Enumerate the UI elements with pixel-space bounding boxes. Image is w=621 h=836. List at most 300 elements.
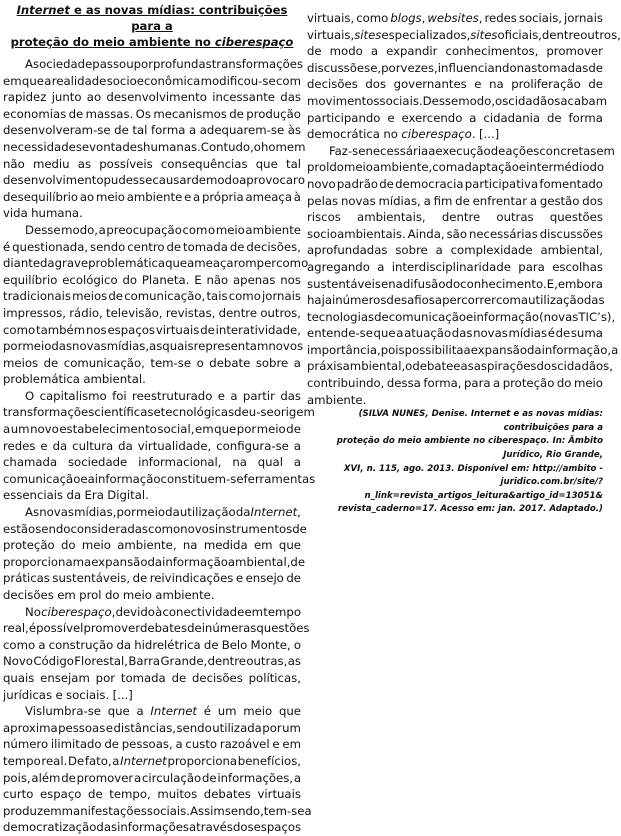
word (233, 819, 254, 836)
word (108, 288, 123, 305)
word (442, 209, 480, 226)
word (195, 421, 214, 438)
word-part: de (104, 737, 119, 752)
word (183, 537, 198, 554)
word-part: promover (83, 621, 141, 636)
word (470, 27, 497, 44)
word (394, 76, 467, 93)
word (184, 189, 191, 206)
word (30, 421, 59, 438)
word-part: jurídicas (3, 687, 53, 702)
word-part: constituem-se (160, 471, 244, 486)
word-part: oficiais, (497, 27, 542, 42)
text-line (3, 653, 301, 670)
word (343, 358, 406, 375)
word-part: as (149, 339, 163, 354)
word (112, 753, 119, 770)
italic-term: Internet (250, 505, 298, 520)
text-line (307, 392, 603, 409)
text-line (307, 342, 619, 359)
word (67, 487, 82, 504)
word (166, 239, 181, 256)
word (151, 122, 185, 139)
word (423, 375, 461, 392)
word (57, 587, 76, 604)
word-part: a (175, 737, 183, 752)
word-part: como (3, 637, 36, 652)
word-part: sobre (255, 355, 289, 370)
word (212, 720, 262, 737)
word-part: meio (343, 160, 373, 175)
word (452, 325, 473, 342)
text-line (3, 687, 301, 704)
word-part: a (493, 376, 501, 391)
word-part: forma (150, 123, 186, 138)
word (212, 89, 275, 106)
word (479, 126, 499, 143)
word (374, 309, 389, 326)
word (3, 421, 10, 438)
word-part: ao (79, 189, 95, 204)
word (25, 56, 33, 73)
word (473, 309, 539, 326)
word-part: redes (3, 438, 36, 453)
word-part: realidade (51, 73, 107, 88)
text-line (3, 554, 306, 571)
word (116, 637, 131, 654)
word (307, 176, 336, 193)
word (155, 604, 162, 621)
word-part: contribuindo, (307, 376, 385, 391)
word-part: da (165, 505, 180, 520)
word (150, 570, 234, 587)
word-part: aspirações (473, 359, 537, 374)
word-part: pois (380, 342, 405, 357)
word-part: (novas (539, 309, 579, 324)
word (386, 43, 437, 60)
word-part: haja (307, 293, 332, 308)
word-part: e (466, 309, 474, 324)
italic-term: blogs (390, 11, 422, 25)
word (432, 159, 457, 176)
word-part: estão (3, 521, 36, 536)
word (547, 110, 562, 127)
word-part: a (370, 44, 379, 59)
word (25, 222, 61, 239)
word (33, 156, 70, 173)
word-part: benefícios, (237, 753, 301, 768)
word (557, 358, 613, 375)
word-part: comunicação (3, 471, 81, 486)
text-line (3, 388, 301, 405)
text-line (3, 73, 301, 90)
word (191, 172, 206, 189)
word-part: e (453, 359, 461, 374)
word (489, 76, 504, 93)
word (244, 604, 263, 621)
reference-line: XVI, n. 115, ago. 2013. Disponível em: http://ambito - (343, 463, 603, 474)
word (356, 10, 388, 27)
word (88, 786, 103, 803)
word-part: promover (546, 44, 603, 59)
word (329, 143, 365, 160)
word-part: tem-se (263, 803, 305, 818)
word (216, 222, 245, 239)
word (99, 156, 152, 173)
word-part: desequilíbrio (3, 189, 79, 204)
word (509, 325, 548, 342)
word-part: conhecimento. (460, 276, 547, 291)
word-part: a (611, 342, 619, 357)
word (435, 292, 442, 309)
word (3, 89, 46, 106)
word (464, 342, 471, 359)
word (161, 156, 248, 173)
word (511, 76, 581, 93)
italic-term: sites (354, 27, 382, 42)
word (580, 27, 621, 44)
word-part: especializados, (381, 27, 471, 42)
word-part: produzem (3, 803, 62, 818)
word (243, 703, 272, 720)
word (3, 637, 35, 654)
word-part: , (297, 505, 301, 520)
word-part: forma, (423, 376, 462, 391)
word-part: são (446, 226, 467, 241)
text-line (3, 471, 316, 488)
word-part: do (122, 272, 138, 287)
word-part: provocar (246, 173, 298, 188)
word (215, 521, 292, 538)
word-part: de (114, 123, 129, 138)
word (204, 637, 219, 654)
word-part: Ainda, (407, 226, 445, 241)
word-part: os (495, 93, 509, 108)
word (55, 687, 62, 704)
word (496, 209, 533, 226)
word (214, 421, 236, 438)
word (246, 106, 301, 123)
word-part: dentre (218, 305, 258, 320)
word-part: interatividade, (215, 322, 301, 337)
word (218, 388, 225, 405)
word-part: Desse (25, 222, 61, 237)
italic-term: Internet (150, 704, 198, 719)
word (104, 736, 119, 753)
word (189, 819, 233, 836)
word-part: ameaça (245, 189, 292, 204)
word (52, 73, 107, 90)
word-part: de (132, 571, 148, 586)
text-line (307, 358, 613, 375)
word-part: Vislumbra-se (25, 704, 101, 719)
word-part: tais (206, 289, 228, 304)
word-part: das (96, 820, 118, 835)
word-part: das (583, 293, 605, 308)
word-part: de (307, 44, 322, 59)
word-part: [...] (112, 687, 133, 702)
word (286, 156, 301, 173)
word (458, 93, 495, 110)
word (539, 143, 596, 160)
word (474, 358, 537, 375)
word-part: meio (122, 588, 152, 602)
word (202, 189, 244, 206)
word (3, 73, 22, 90)
word (3, 554, 84, 571)
word-part: a (98, 222, 106, 237)
word-part: novo (307, 176, 336, 191)
word-part: em (3, 73, 22, 88)
word-part: as (460, 359, 474, 374)
word (387, 110, 394, 127)
word-part: sendo (35, 521, 71, 536)
word (68, 454, 127, 471)
word-part: real, (3, 621, 29, 636)
word-part: acabam (560, 93, 608, 108)
word (72, 338, 107, 355)
word (412, 358, 453, 375)
word (377, 259, 384, 276)
word (405, 342, 464, 359)
word (387, 375, 421, 392)
word-part: utilização (528, 293, 584, 308)
word-part: expansão (470, 342, 527, 357)
word-part: da (52, 438, 68, 453)
word (344, 159, 373, 176)
word (206, 288, 227, 305)
word-part: foi (112, 388, 127, 403)
word-part: Florestal, (74, 654, 128, 669)
word-part: jornais (564, 11, 603, 25)
word (261, 139, 306, 156)
word (94, 404, 153, 421)
word-part: e (235, 571, 244, 586)
text-line (3, 803, 312, 820)
title-line-1-text: e as novas mídias: contribuições para a (69, 3, 288, 33)
text-line (3, 570, 301, 587)
word (379, 176, 394, 193)
text-line (307, 276, 603, 293)
word (36, 322, 85, 339)
italic-term: sites (470, 27, 498, 42)
word (304, 803, 311, 820)
word-part: a (435, 243, 443, 258)
text-line (3, 156, 301, 173)
word-part: O (25, 388, 35, 403)
word-part: e (518, 160, 527, 175)
word-part: ações (505, 143, 540, 158)
word (105, 587, 120, 604)
word (74, 653, 128, 670)
reference-line: juridico.com.br/site/?n_link=revista_artigos_leitura&artigo_id=13051& (364, 477, 603, 501)
word-part: meio (215, 222, 245, 237)
word-part: incessante (212, 90, 275, 105)
word-part: conectividade (162, 604, 245, 619)
word (307, 27, 354, 44)
word (466, 309, 473, 326)
word (212, 56, 303, 73)
word (220, 736, 270, 753)
word-part: proteção (3, 538, 55, 553)
word-part: promover (76, 770, 134, 785)
word (120, 753, 167, 770)
word-part: de (455, 193, 470, 208)
word (381, 342, 405, 359)
word (395, 242, 427, 259)
word-part: de (187, 621, 202, 636)
word-part: a (134, 770, 142, 785)
word-part: a (377, 259, 385, 274)
word-part: a (423, 193, 431, 208)
word-part: meio (81, 538, 111, 553)
word (307, 392, 366, 409)
word-part: outras, (246, 654, 288, 669)
word (160, 653, 207, 670)
word (106, 222, 181, 239)
word-part: participativa (464, 176, 539, 191)
word-part: ensejo (245, 571, 284, 586)
word-part: pelas (307, 193, 339, 208)
word-part: modificou-se (200, 73, 276, 88)
word-part: com (432, 160, 458, 175)
word-part: de (201, 770, 217, 785)
word-part: da (527, 342, 542, 357)
word (156, 322, 199, 339)
word (435, 143, 490, 160)
text-line (3, 322, 301, 339)
word (200, 122, 284, 139)
article-title (3, 2, 301, 50)
word (257, 421, 286, 438)
text-line (3, 89, 301, 106)
word-part: modo, (61, 222, 98, 237)
word-part: Novo (3, 654, 33, 669)
word (152, 172, 191, 189)
word (493, 375, 500, 392)
word-part: conhecimentos, (445, 44, 539, 59)
word (3, 205, 28, 222)
word-part: nos (280, 272, 301, 287)
word-part: capitalismo (39, 388, 107, 403)
word-part: cidadãos, (557, 359, 613, 374)
word-part: a (239, 173, 247, 188)
word-part: essenciais (3, 488, 64, 503)
word (3, 404, 94, 421)
word-part: dos (365, 77, 387, 92)
word (175, 736, 182, 753)
word-part: e (105, 720, 113, 735)
word-part: de (286, 422, 301, 437)
word-part: televisão, (106, 305, 163, 320)
word-part: revistas, (165, 305, 216, 320)
word-part: diante (3, 256, 41, 271)
word-part: rádio, (69, 305, 103, 320)
word (246, 570, 284, 587)
word-part: cultura (72, 438, 114, 453)
word (136, 106, 151, 123)
word (204, 537, 248, 554)
word-part: de (588, 77, 603, 92)
word-part: e (153, 405, 161, 420)
word (307, 193, 338, 210)
word (404, 325, 451, 342)
word (109, 786, 150, 803)
text-line (307, 226, 603, 243)
text-line (3, 620, 310, 637)
word (574, 375, 603, 392)
word (3, 139, 82, 156)
word-part: científicas (94, 405, 154, 420)
text-line (3, 106, 301, 123)
word-part: e (55, 687, 63, 702)
text-line (307, 242, 603, 259)
word (3, 687, 52, 704)
word (276, 73, 301, 90)
word (3, 338, 22, 355)
word (40, 255, 55, 272)
word (3, 255, 40, 272)
word (365, 143, 428, 160)
word-part: comunicação, (124, 289, 206, 304)
word-part: ilimitado (50, 737, 102, 752)
word (611, 342, 618, 359)
word (288, 122, 301, 139)
word (401, 60, 438, 77)
word (106, 720, 113, 737)
word-part: o (293, 637, 301, 652)
word-part: é (203, 704, 211, 719)
left-body-text (3, 56, 316, 836)
word (3, 355, 38, 372)
word-part: meio (243, 704, 273, 719)
word (388, 276, 403, 293)
word-part: equilíbrio (3, 272, 58, 287)
word-part: problemática (3, 372, 80, 387)
word-part: às (287, 123, 301, 138)
word (70, 521, 148, 538)
word (59, 421, 156, 438)
word (25, 703, 101, 720)
word (88, 255, 165, 272)
word (193, 189, 200, 206)
word-part: a (136, 704, 144, 719)
word-part: e (184, 189, 192, 204)
text-line (3, 355, 301, 372)
word-part: influenciando (437, 60, 517, 75)
word (357, 209, 426, 226)
word-part: políticas, (248, 670, 301, 685)
word-part: dos (536, 359, 558, 374)
word-part: que (21, 73, 44, 88)
word-part: debate (209, 355, 251, 370)
word-part: quais (162, 339, 194, 354)
word (117, 819, 189, 836)
word (96, 670, 115, 687)
word-part: em (596, 143, 615, 158)
word (244, 471, 316, 488)
word-part: de (229, 239, 245, 254)
word (153, 106, 227, 123)
word (307, 93, 380, 110)
word (263, 604, 301, 621)
word-part: difusão (402, 276, 446, 291)
word-part: sociedade (33, 57, 93, 71)
word (230, 388, 237, 405)
word (127, 189, 183, 206)
word (560, 93, 607, 110)
word-part: a (396, 326, 404, 341)
